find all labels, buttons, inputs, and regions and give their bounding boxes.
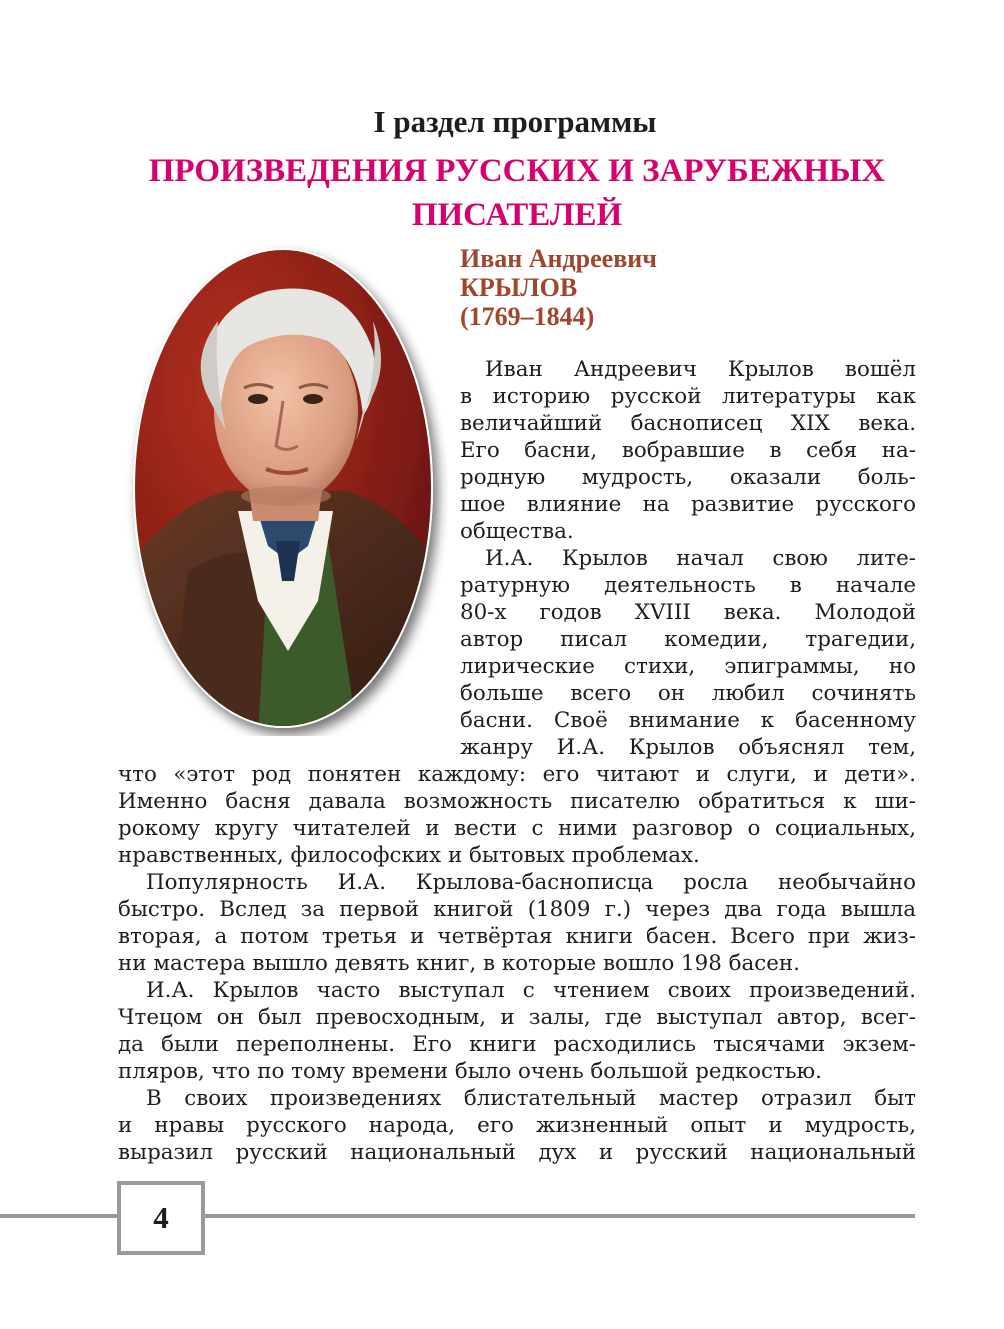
text-line: Иван Андреевич Крылов вошёл: [485, 357, 916, 382]
page-number: 4: [117, 1181, 205, 1255]
footer-rule-right: [205, 1214, 915, 1218]
text-line: шое влияние на развитие русского: [460, 492, 916, 517]
text-line: больше всего он любил сочинять: [460, 681, 916, 706]
text-line: быстро. Вслед за первой книгой (1809 г.) через два года вышла: [118, 897, 916, 922]
text-line: пляров, что по тому времени было очень большой редкостью.: [118, 1059, 822, 1084]
text-line: выразил русский национальный дух и русский национальный: [118, 1140, 916, 1165]
text-line: в историю русской литературы как: [460, 384, 916, 409]
text-line: В своих произведениях блистательный мастер отразил быт: [146, 1086, 916, 1111]
text-line: Популярность И.А. Крылова-баснописца росла необычайно: [146, 870, 916, 895]
text-line: величайший баснописец XIX века.: [460, 411, 916, 436]
text-line: автор писал комедии, трагедии,: [460, 627, 916, 652]
text-line: жанру И.А. Крылов объяснял тем,: [460, 735, 916, 760]
section-label: I раздел программы: [373, 104, 657, 139]
author-surname: КРЫЛОВ: [460, 273, 578, 302]
text-line: нравственных, философских и бытовых проблемах.: [118, 843, 700, 868]
footer-rule-left: [0, 1214, 117, 1218]
text-line: Именно басня давала возможность писателю обратиться к ши-: [118, 789, 916, 814]
text-line: и нравы русского народа, его жизненный опыт и мудрость,: [118, 1113, 916, 1138]
text-line: ни мастера вышло девять книг, в которые вошло 198 басен.: [118, 951, 800, 976]
text-line: И.А. Крылов начал свою лите-: [485, 546, 916, 571]
text-line: басни. Своё внимание к басенному: [460, 708, 916, 733]
text-line: да были переполнены. Его книги расходились тысячами экзем-: [118, 1032, 916, 1057]
author-first-names: Иван Андреевич: [460, 244, 657, 273]
text-line: рокому кругу читателей и вести с ними разговор о социальных,: [118, 816, 916, 841]
text-line: Чтецом он был превосходным, и залы, где выступал автор, всег-: [118, 1005, 916, 1030]
author-years: (1769–1844): [460, 302, 595, 331]
text-line: вторая, а потом третья и четвёртая книги басен. Всего при жиз-: [118, 924, 916, 949]
text-line: Его басни, вобравшие в себя на-: [460, 438, 916, 463]
text-line: ратурную деятельность в начале: [460, 573, 916, 598]
text-line: что «этот род понятен каждому: его читают и слуги, и дети».: [118, 762, 916, 787]
text-line: общества.: [460, 519, 574, 544]
text-line: родную мудрость, оказали боль-: [460, 465, 916, 490]
section-title-line-2: ПИСАТЕЛЕЙ: [411, 197, 623, 233]
text-line: 80-х годов XVIII века. Молодой: [460, 600, 916, 625]
text-line: лирические стихи, эпиграммы, но: [460, 654, 916, 679]
section-title-line-1: ПРОИЗВЕДЕНИЯ РУССКИХ И ЗАРУБЕЖНЫХ: [148, 153, 886, 189]
text-line: И.А. Крылов часто выступал с чтением своих произведений.: [146, 978, 916, 1003]
